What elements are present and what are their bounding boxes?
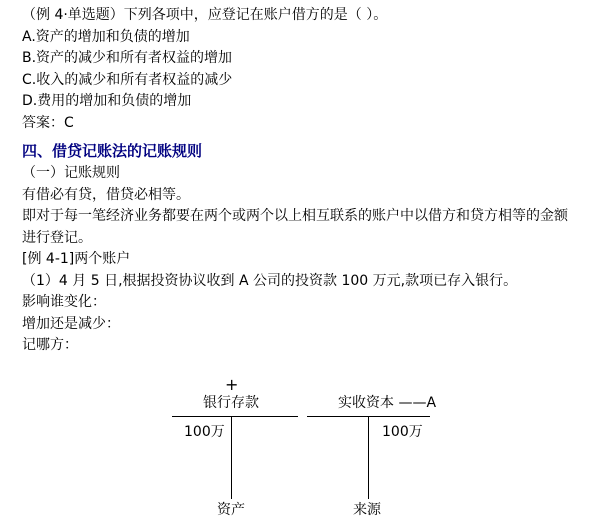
left-account-debit-amount: 100万 xyxy=(184,423,225,440)
question-option-b: B.资产的减少和所有者权益的增加 xyxy=(22,50,233,66)
right-t-account-stem-line xyxy=(368,416,369,499)
left-account-title: 银行存款 xyxy=(203,394,259,411)
prompt-increase: 增加还是减少： xyxy=(22,315,120,332)
t-account-diagram xyxy=(0,371,606,527)
question-option-c: C.收入的减少和所有者权益的减少 xyxy=(22,71,233,88)
rule-text: 有借必有贷，借贷必相等。 xyxy=(22,186,190,203)
plus-sign: + xyxy=(225,374,239,394)
question-option-a: A.资产的增加和负债的增加 xyxy=(22,28,190,45)
prompt-side: 记哪方： xyxy=(22,337,78,353)
question-option-d: D.费用的增加和负债的增加 xyxy=(22,93,192,109)
left-t-account-top-line xyxy=(172,416,298,417)
section-subheading: （一）记账规则 xyxy=(22,165,120,181)
section-heading: 四、借贷记账法的记账规则 xyxy=(22,142,203,160)
right-account-credit-amount: 100万 xyxy=(382,423,423,440)
prompt-affect: 影响谁变化： xyxy=(22,294,106,310)
question-title: （例 4·单选题）下列各项中，应登记在账户借方的是（ ）。 xyxy=(22,7,388,23)
example-item: （1）4 月 5 日,根据投资协议收到 A 公司的投资款 100 万元,款项已存入银行。 xyxy=(22,272,518,289)
example-title: [例 4-1]两个账户 xyxy=(22,251,131,267)
rule-detail-line-1: 即对于每一笔经济业务都要在两个或两个以上相互联系的账户中以借方和贷方相等的金额 xyxy=(22,208,568,224)
question-answer: 答案：C xyxy=(22,114,74,131)
right-account-caption: 来源 xyxy=(353,501,381,518)
left-t-account-stem-line xyxy=(231,416,232,499)
left-account-caption: 资产 xyxy=(217,501,245,518)
rule-detail-line-2: 进行登记。 xyxy=(22,229,92,246)
right-account-title: 实收资本 ——A xyxy=(338,394,437,411)
